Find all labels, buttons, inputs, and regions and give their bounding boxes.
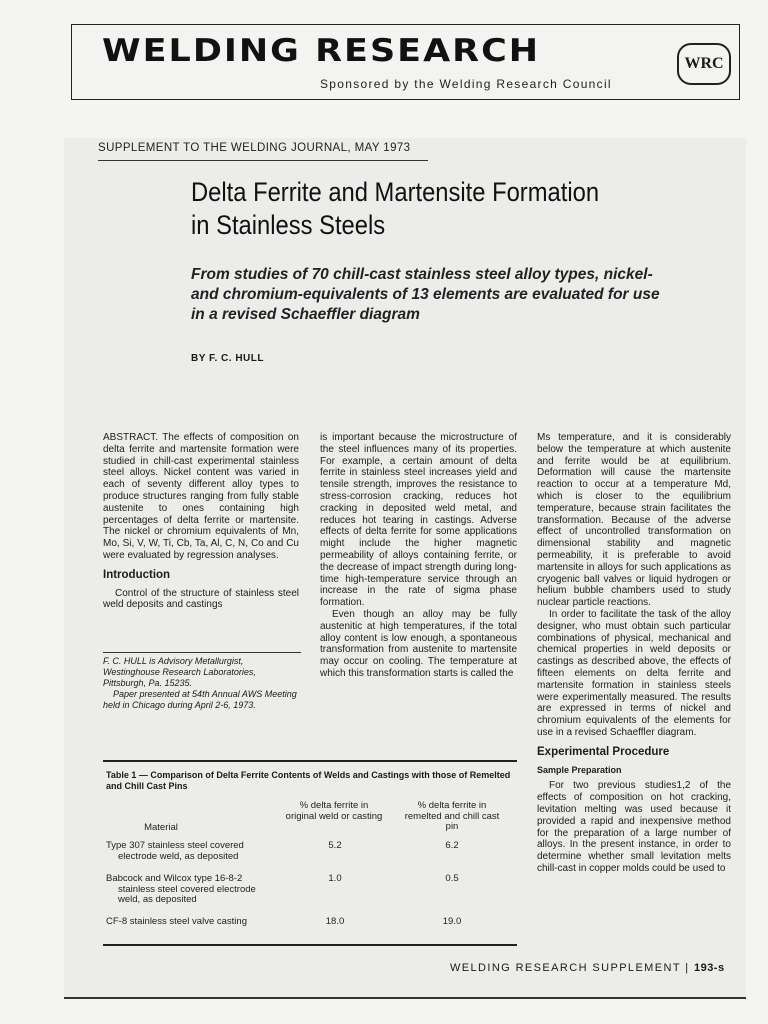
title-line-1: Delta Ferrite and Martensite Formation — [191, 177, 600, 207]
table-top-rule — [103, 760, 517, 762]
supplement-line: SUPPLEMENT TO THE WELDING JOURNAL, MAY 1973 — [98, 142, 411, 154]
introduction-text: Control of the structure of stainless steel weld deposits and castings — [103, 587, 299, 611]
row-1-original: 5.2 — [328, 840, 342, 851]
row-3-original: 18.0 — [325, 916, 345, 927]
sample-prep-heading: Sample Preparation — [537, 764, 622, 775]
table-header-remelted: % delta ferrite in remelted and chill cast pin — [404, 800, 500, 832]
masthead-title: WELDING RESEARCH — [102, 33, 541, 69]
presentation-note: Paper presented at 54th Annual AWS Meeting held in Chicago during April 2-6, 1973. — [103, 689, 297, 710]
table-header-original: % delta ferrite in original weld or casting — [285, 800, 383, 822]
row-1-remelted: 6.2 — [445, 840, 459, 851]
col3-paragraph-1: Ms temperature, and it is considerably below the temperature at which austenite and ferrite would be at equilibrium. Deformation will cause the martensite reaction to occur at a temperature Md, which is closer to the equilibrium temperature, because strain facilitates the transformation. Because of the adverse effect of uncontrolled transformation on dimensional stability and magnetic permeability, it is preferable to avoid martensite in alloys for such applications as cryogenic ball valves or liquid hydrogen or helium bubble chambers used to study nuclear particle reactions. — [537, 432, 731, 609]
table-row — [106, 917, 256, 928]
column-1 — [103, 432, 299, 611]
page-number: 193-s — [693, 962, 725, 974]
col2-paragraph-1: is important because the microstructure of the steel influences many of its properties. For example, a certain amount of delta ferrite in stainless steel increases yield and tensile strength, improves the resistance to stress-corrosion cracking, reduces hot cracking in deposited weld metal, and reduces hot tearing in castings. Adverse effects of delta ferrite for some applications might include the higher magnetic permeability of alloys containing ferrite, or the decrease of impact strength during long-time high-temperature service through an increase in the rate of sigma phase formation. — [320, 432, 517, 609]
bottom-rule — [64, 997, 746, 999]
row-1-material: Type 307 stainless steel covered electrode weld, as deposited — [106, 840, 244, 862]
footer-separator: | — [685, 962, 690, 974]
row-3-remelted: 19.0 — [442, 916, 462, 927]
title-line-2: in Stainless Steels — [191, 210, 386, 240]
introduction-heading: Introduction — [103, 568, 171, 581]
masthead — [71, 24, 740, 100]
column-3 — [537, 432, 731, 875]
row-2-remelted: 0.5 — [445, 873, 459, 884]
supplement-rule — [98, 160, 428, 161]
table-bottom-rule — [103, 944, 517, 946]
wrc-logo: WRC — [677, 43, 731, 85]
byline: BY F. C. HULL — [191, 353, 264, 364]
page-footer — [450, 962, 725, 974]
col3-paragraph-3: For two previous studies1,2 of the effects of composition on hot cracking, levitation melting was used because it provided a rapid and inexpensive method for the preparation of a large number of alloys. In the present instance, in order to determine whether small levitation melts chill-cast in copper molds could be used to — [537, 780, 731, 874]
footnote-rule — [103, 652, 301, 653]
abstract: ABSTRACT. The effects of composition on delta ferrite and martensite formation were studied in chill-cast experimental stainless steel alloys. Nickel content was varied in each of seventy different alloy types to produce structures ranging from fully stable austenite to ones containing high percentages of delta ferrite or martensite. The nickel or chromium equivalents of Mn, Mo, Si, V, W, Ti, Cb, Ta, Al, C, N, Co and Cu were evaluated by regression analyses. — [103, 432, 299, 561]
column-2 — [320, 432, 517, 680]
col2-paragraph-2: Even though an alloy may be fully austenitic at high temperatures, if the total alloy content is low enough, a spontaneous transformation from austenite to martensite may occur on cooling. The temperature at which this transformation starts is called the — [320, 608, 517, 679]
table-caption: Table 1 — Comparison of Delta Ferrite Contents of Welds and Castings with those of Remelted and Chill Cast Pins — [106, 770, 511, 791]
masthead-sponsor: Sponsored by the Welding Research Council — [320, 77, 612, 91]
footer-label: WELDING RESEARCH SUPPLEMENT — [450, 962, 681, 974]
col3-paragraph-2: In order to facilitate the task of the alloy designer, who must obtain such particular combinations of physical, mechanical and chemical properties in weld deposits or castings as described above, the effects of fifteen elements on delta ferrite and martensite formation in stainless steels were experimentally measured. The results are expressed in terms of nickel and chromium equivalents of the elements for use in a revised Schaeffler diagram. — [537, 608, 731, 738]
row-2-material: Babcock and Wilcox type 16-8-2 stainless steel covered electrode weld, as deposited — [106, 873, 256, 905]
row-2-original: 1.0 — [328, 873, 342, 884]
row-3-material: CF-8 stainless steel valve casting — [106, 916, 247, 927]
table-row — [106, 841, 256, 862]
table-row — [106, 874, 256, 906]
table-header-material: Material — [144, 822, 178, 833]
article-title — [191, 176, 599, 242]
experimental-heading: Experimental Procedure — [537, 745, 670, 758]
article-deck: From studies of 70 chill-cast stainless steel alloy types, nickel- and chromium-equivalents of 13 elements are evaluated for use in a revised Schaeffler diagram — [191, 266, 660, 323]
author-note — [103, 656, 301, 711]
author-affiliation: F. C. HULL is Advisory Metallurgist, Westinghouse Research Laboratories, Pittsburgh, Pa. 15235. — [103, 656, 256, 688]
